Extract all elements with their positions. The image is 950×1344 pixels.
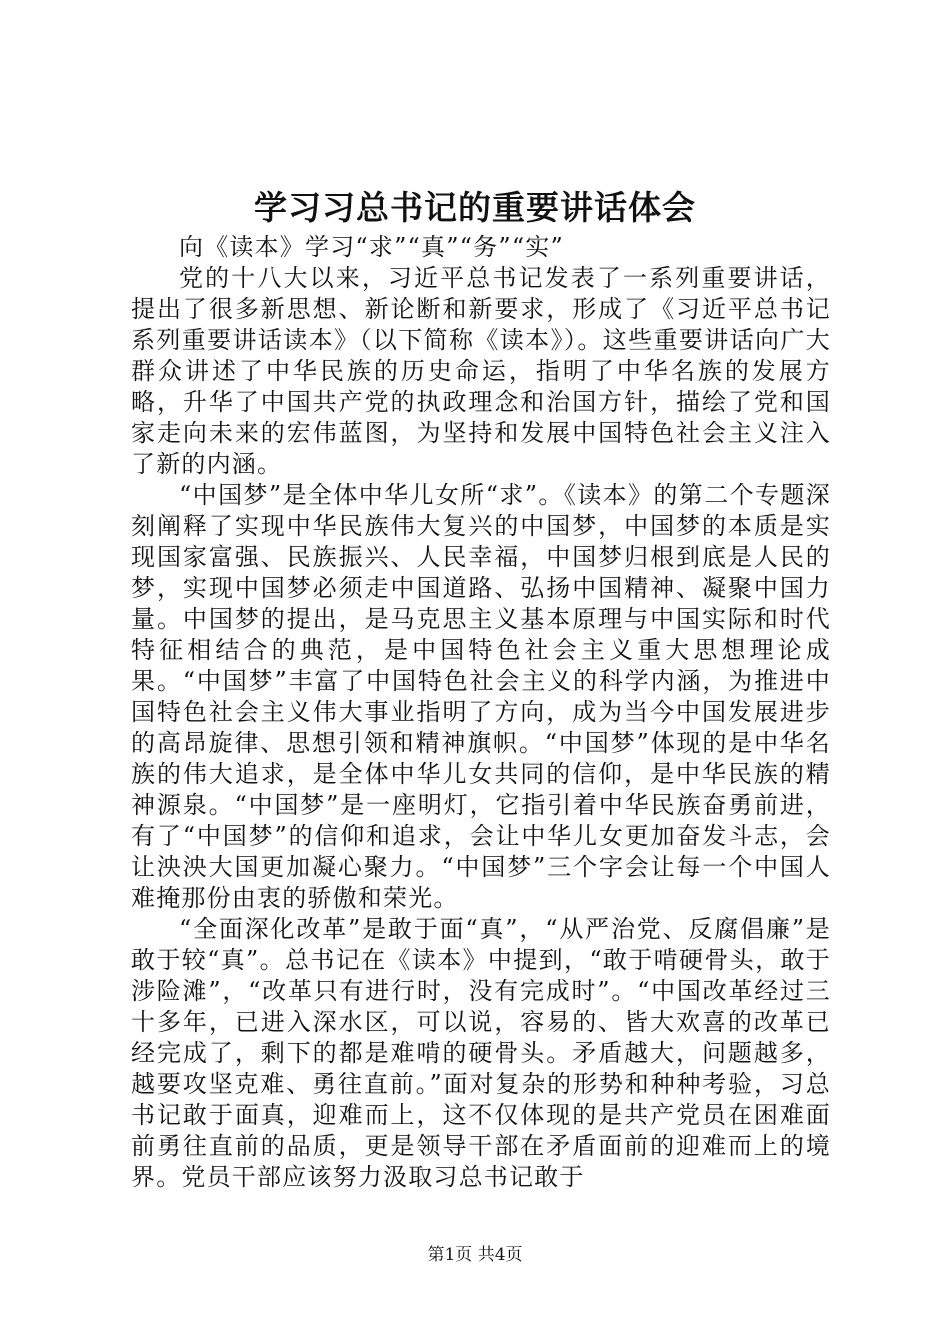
- document-body: [131, 232, 831, 1193]
- paragraph-3: “全面深化改革”是敢于面“真”，“从严治党、反腐倡廉”是敢于较“真”。总书记在《读本》中提到，“敢于啃硬骨头，敢于涉险滩”，“改革只有进行时，没有完成时”。“中国改革经过三十多年，已进入深水区，可以说，容易的、皆大欢喜的改革已经完成了，剩下的都是难啃的硬骨头。矛盾越大，问题越多，越要攻坚克难、勇往直前。”面对复杂的形势和种种考验，习总书记敢于面真，迎难而上，这不仅体现的是共产党员在困难面前勇往直前的品质，更是领导干部在矛盾面前的迎难而上的境界。党员干部应该努力汲取习总书记敢于: [131, 915, 831, 1191]
- paragraph-2: “中国梦”是全体中华儿女所“求”。《读本》的第二个专题深刻阐释了实现中华民族伟大复兴的中国梦，中国梦的本质是实现国家富强、民族振兴、人民幸福，中国梦归根到底是人民的梦，实现中国梦必须走中国道路、弘扬中国精神、凝聚中国力量。中国梦的提出，是马克思主义基本原理与中国实际和时代特征相结合的典范，是中国特色社会主义重大思想理论成果。“中国梦”丰富了中国特色社会主义的科学内涵，为推进中国特色社会主义伟大事业指明了方向，成为当今中国发展进步的高昂旋律、思想引领和精神旗帜。“中国梦”体现的是中华名族的伟大追求，是全体中华儿女共同的信仰，是中华民族的精神源泉。“中国梦”是一座明灯，它指引着中华民族奋勇前进，有了“中国梦”的信仰和追求，会让中华儿女更加奋发斗志，会让泱泱大国更加凝心聚力。“中国梦”三个字会让每一个中国人难掩那份由衷的骄傲和荣光。: [131, 481, 831, 912]
- paragraph-1: 党的十八大以来，习近平总书记发表了一系列重要讲话，提出了很多新思想、新论断和新要求，形成了《习近平总书记系列重要讲话读本》（以下简称《读本》）。这些重要讲话向广大群众讲述了中华民族的历史命运，指明了中华名族的发展方略，升华了中国共产党的执政理念和治国方针，描绘了党和国家走向未来的宏伟蓝图，为坚持和发展中国特色社会主义注入了新的内涵。: [131, 264, 831, 478]
- page-footer: 第1页 共4页: [427, 1245, 523, 1265]
- document-subtitle: 向《读本》学习“求”“真”“务”“实”: [179, 233, 564, 261]
- document-title: 学习习总书记的重要讲话体会: [254, 188, 696, 227]
